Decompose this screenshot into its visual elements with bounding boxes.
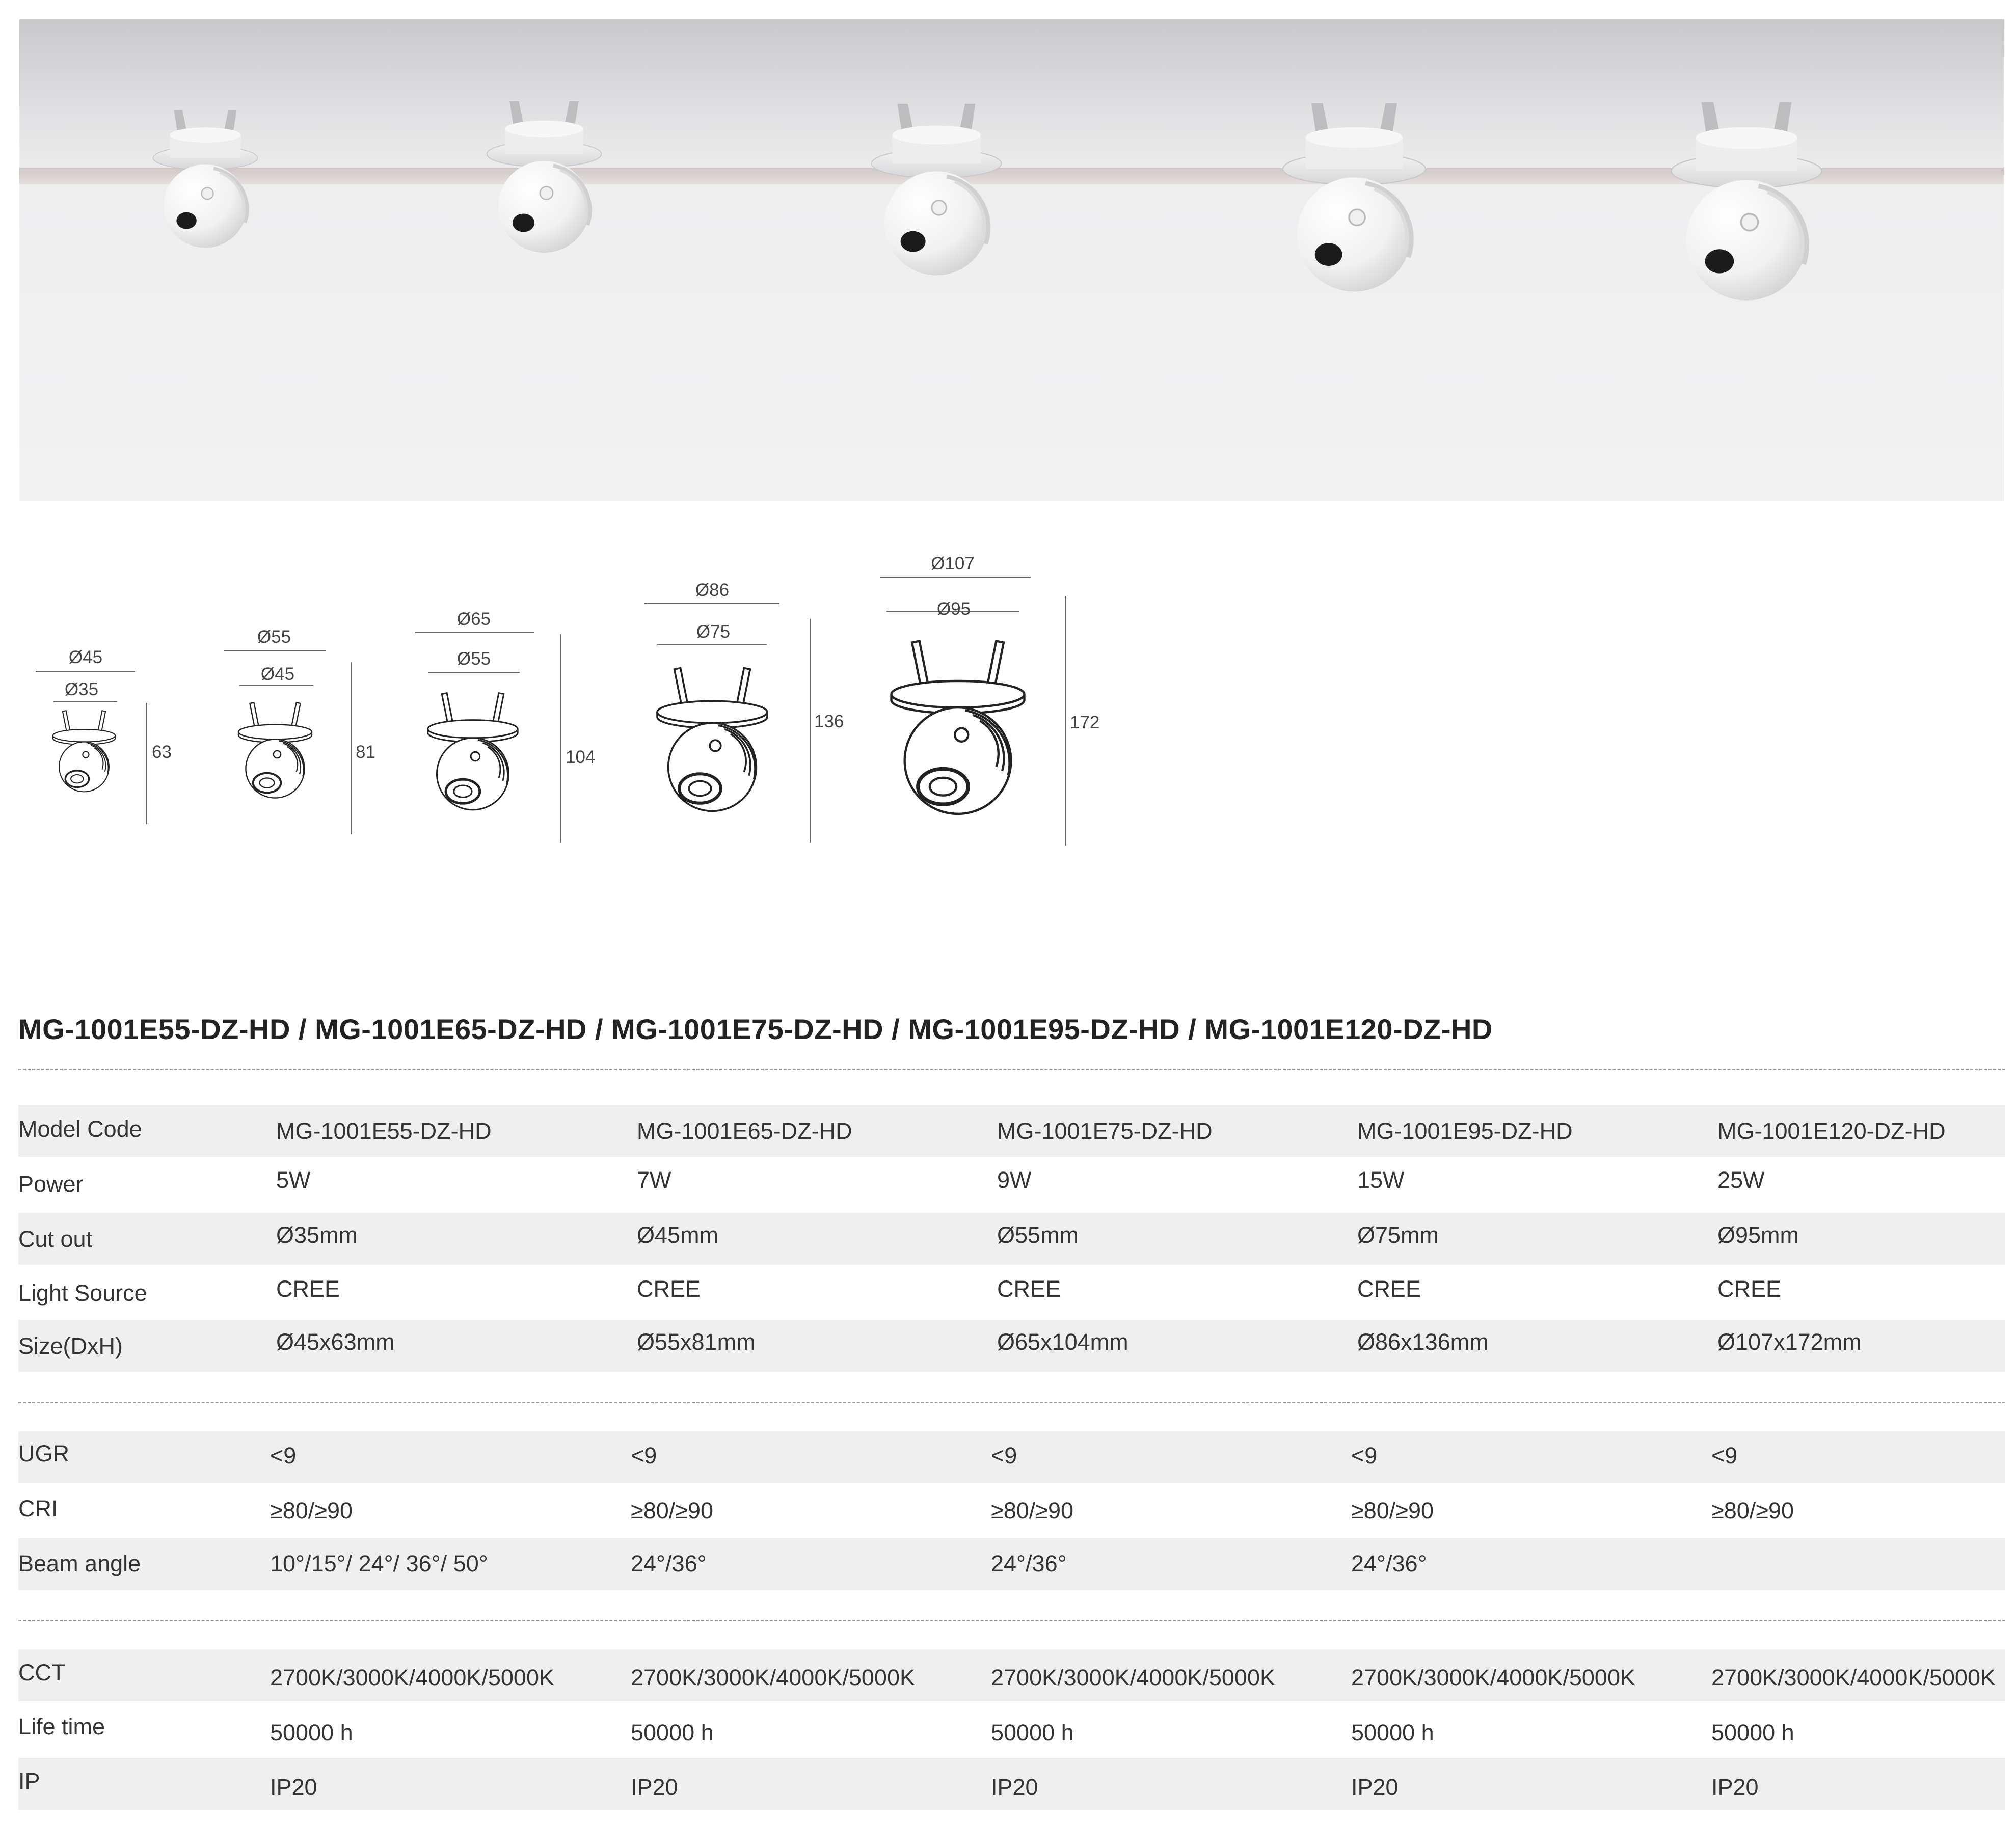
spec-value: 25W (1717, 1167, 1765, 1193)
drawing-3 (415, 609, 595, 843)
spec-value: ≥80/≥90 (270, 1497, 353, 1523)
spec-label: Model Code (18, 1116, 142, 1142)
drawing-5 (880, 554, 1099, 846)
spec-row-ugr (18, 1431, 2005, 1483)
drawing-2-height: 81 (356, 742, 375, 762)
spec-value: 2700K/3000K/4000K/5000K (631, 1665, 915, 1691)
spec-value: ≥80/≥90 (1711, 1497, 1794, 1523)
spec-value: 24°/36° (631, 1550, 707, 1576)
spec-value: <9 (991, 1442, 1017, 1468)
drawing-2 (224, 627, 375, 834)
spec-value: 2700K/3000K/4000K/5000K (270, 1665, 554, 1691)
spec-row-power (18, 1158, 2005, 1210)
spec-value: Ø35mm (276, 1222, 358, 1248)
drawing-2-outer: Ø55 (257, 627, 291, 647)
spec-label: CCT (18, 1659, 66, 1685)
page-title: MG-1001E55-DZ-HD / MG-1001E65-DZ-HD / MG-1001E75-DZ-HD / MG-1001E95-DZ-HD / MG-1001E120-DZ-HD (18, 1013, 1493, 1045)
spec-value: IP20 (631, 1774, 678, 1800)
spec-value: 50000 h (1351, 1720, 1434, 1746)
spec-row-life-time (18, 1703, 2005, 1755)
spec-row-cri (18, 1486, 2005, 1538)
spec-value: IP20 (1351, 1774, 1399, 1800)
spec-value: 2700K/3000K/4000K/5000K (1711, 1665, 1996, 1691)
spec-label: Power (18, 1171, 84, 1197)
spec-value: 50000 h (631, 1720, 714, 1746)
spec-value: ≥80/≥90 (991, 1497, 1074, 1523)
spec-value: Ø55mm (997, 1222, 1079, 1248)
spec-value: IP20 (991, 1774, 1038, 1800)
spec-value: Ø95mm (1717, 1222, 1799, 1248)
spec-value: Ø86x136mm (1357, 1329, 1489, 1355)
drawing-1 (36, 647, 172, 824)
spec-row-beam-angle (18, 1538, 2005, 1590)
spec-value: 7W (637, 1167, 671, 1193)
spec-value: MG-1001E55-DZ-HD (276, 1118, 492, 1144)
spec-value: <9 (1351, 1442, 1378, 1468)
drawing-3-inner: Ø55 (456, 649, 491, 669)
spec-value: ≥80/≥90 (1351, 1497, 1434, 1523)
drawing-3-height: 104 (566, 747, 596, 767)
spec-value: 9W (997, 1167, 1032, 1193)
spec-value: IP20 (1711, 1774, 1759, 1800)
spec-value: MG-1001E95-DZ-HD (1357, 1118, 1573, 1144)
product-photo (19, 19, 2004, 501)
spec-value: ≥80/≥90 (631, 1497, 714, 1523)
spec-value: <9 (631, 1442, 657, 1468)
drawing-3-outer: Ø65 (456, 609, 491, 629)
divider-1 (18, 1069, 2005, 1070)
spec-value: Ø45x63mm (276, 1329, 395, 1355)
drawing-5-height: 172 (1070, 713, 1100, 732)
spec-value: 50000 h (270, 1720, 353, 1746)
spec-value: MG-1001E75-DZ-HD (997, 1118, 1213, 1144)
spec-value: Ø65x104mm (997, 1329, 1128, 1355)
drawing-5-inner: Ø95 (936, 599, 971, 619)
drawing-4-inner: Ø75 (696, 622, 731, 642)
spec-label: Light Source (18, 1280, 147, 1306)
spec-label: Cut out (18, 1226, 93, 1252)
spec-row-cut-out (18, 1213, 2005, 1265)
spec-value: MG-1001E65-DZ-HD (637, 1118, 852, 1144)
spec-row-ip (18, 1758, 2005, 1810)
spec-label: CRI (18, 1495, 58, 1521)
spec-value: 5W (276, 1167, 311, 1193)
spec-value: 2700K/3000K/4000K/5000K (1351, 1665, 1635, 1691)
spec-row-model-code (18, 1105, 2005, 1157)
spec-value: CREE (1717, 1276, 1782, 1302)
spec-value: CREE (997, 1276, 1061, 1302)
drawing-2-inner: Ø45 (260, 664, 295, 684)
spec-value: CREE (637, 1276, 701, 1302)
spec-value: CREE (276, 1276, 340, 1302)
spec-label: Life time (18, 1713, 105, 1739)
drawing-1-inner: Ø35 (64, 679, 99, 699)
spec-value: 50000 h (991, 1720, 1074, 1746)
product-photo-band (19, 19, 2004, 501)
spec-row-light-source (18, 1267, 2005, 1319)
dimension-drawings (0, 550, 1121, 856)
divider-3 (18, 1620, 2005, 1621)
spec-value: IP20 (270, 1774, 317, 1800)
spec-value: 24°/36° (991, 1550, 1067, 1576)
spec-value: Ø75mm (1357, 1222, 1439, 1248)
drawing-4-outer: Ø86 (695, 580, 730, 600)
divider-2 (18, 1402, 2005, 1403)
drawing-4 (644, 580, 844, 843)
spec-value: Ø55x81mm (637, 1329, 756, 1355)
drawing-1-height: 63 (152, 742, 172, 762)
spec-row-size (18, 1320, 2005, 1372)
spec-value: Ø45mm (637, 1222, 719, 1248)
spec-value: 10°/15°/ 24°/ 36°/ 50° (270, 1550, 488, 1576)
spec-value: 2700K/3000K/4000K/5000K (991, 1665, 1275, 1691)
spec-label: Size(DxH) (18, 1333, 123, 1359)
spec-value: <9 (270, 1442, 297, 1468)
spec-value: 15W (1357, 1167, 1405, 1193)
spec-value: Ø107x172mm (1717, 1329, 1862, 1355)
drawing-4-height: 136 (814, 712, 844, 731)
drawing-5-outer: Ø107 (931, 554, 975, 574)
spec-row-cct (18, 1649, 2005, 1701)
spec-value: 24°/36° (1351, 1550, 1427, 1576)
spec-value: CREE (1357, 1276, 1421, 1302)
spec-label: UGR (18, 1440, 69, 1466)
spec-value: 50000 h (1711, 1720, 1794, 1746)
spec-value: <9 (1711, 1442, 1738, 1468)
spec-label: Beam angle (18, 1550, 141, 1576)
drawing-1-outer: Ø45 (68, 647, 103, 667)
spec-label: IP (18, 1768, 40, 1794)
spec-value: MG-1001E120-DZ-HD (1717, 1118, 1946, 1144)
